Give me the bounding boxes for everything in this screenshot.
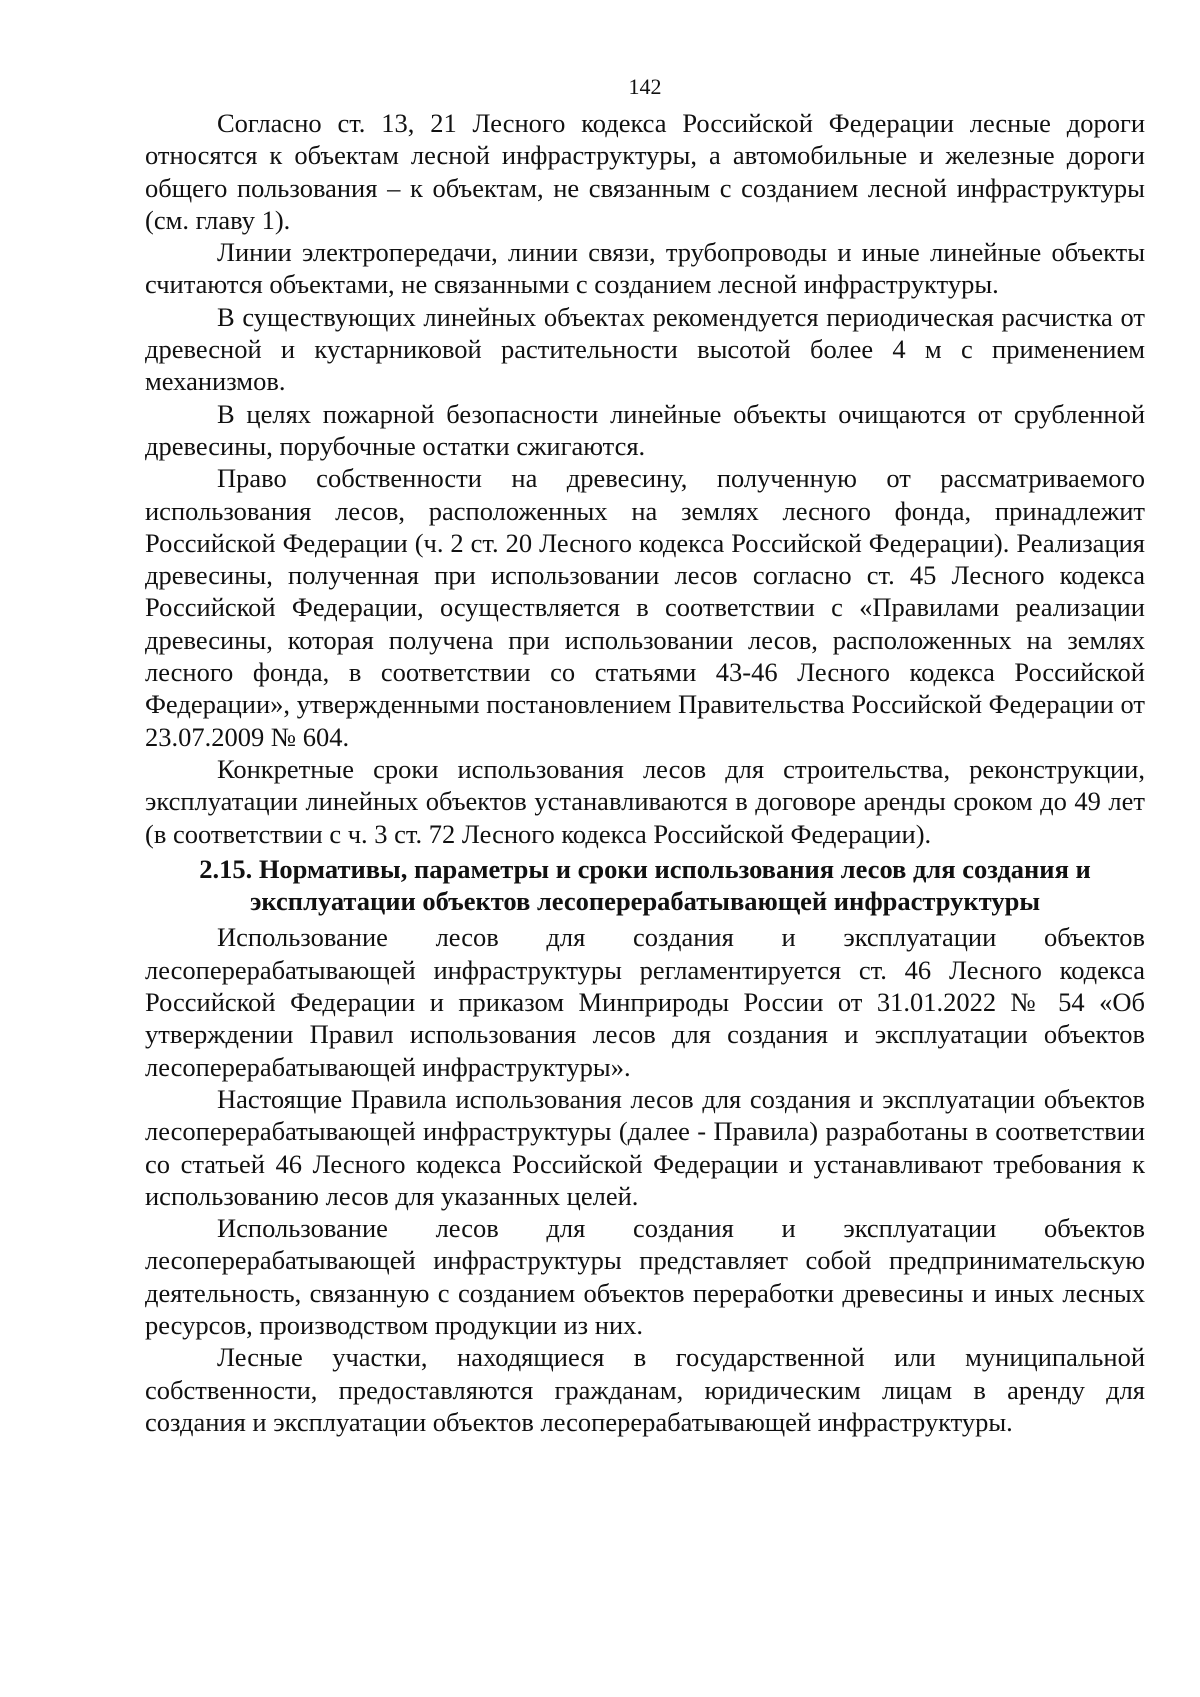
section-heading-line1: 2.15. Нормативы, параметры и сроки использования лесов для создания и	[199, 853, 1091, 884]
paragraph-lease-terms: Конкретные сроки использования лесов для строительства, реконструкции, эксплуатации линейных объектов устанавливаются в договоре аренды сроком до 49 лет (в соответствии с ч. 3 ст. 72 Лесного кодекса Российской Федерации).	[145, 753, 1145, 849]
paragraph-entrepreneurship: Использование лесов для создания и эксплуатации объектов лесоперерабатывающей инфраструктуры представляет собой предпринимательскую деятельность, связанную с созданием объектов переработки древесины и иных лесных ресурсов, производством продукции из них.	[145, 1213, 1145, 1340]
paragraph-forest-roads: Согласно ст. 13, 21 Лесного кодекса Российской Федерации лесные дороги относятся к объектам лесной инфраструктуры, а автомобильные и железные дороги общего пользования – к объектам, не связанным с созданием лесной инфраструктуры (см. главу 1).	[145, 108, 1145, 235]
paragraph-rules: Настоящие Правила использования лесов для создания и эксплуатации объектов лесоперерабатывающей инфраструктуры (далее - Правила) разработаны в соответствии со статьей 46 Лесного кодекса Российской Федерации и устанавливают требования к использованию лесов для указанных целей.	[145, 1083, 1145, 1211]
paragraph-ownership: Право собственности на древесину, полученную от рассматриваемого использования лесов, расположенных на землях лесного фонда, принадлежит Российской Федерации (ч. 2 ст. 20 Лесного кодекса Российской Федерации). Реализация древесины, полученная при использовании лесов согласно ст. 45 Лесного кодекса Российской Федерации, осуществляется в соответствии с «Правилами реализации древесины, которая получена при использовании лесов, расположенных на землях лесного фонда, в соответствии со статьями 43-46 Лесного кодекса Российской Федерации», утвержденными постановлением Правительства Российской Федерации от 23.07.2009 № 604.	[145, 463, 1145, 752]
paragraph-fire-safety: В целях пожарной безопасности линейные объекты очищаются от срубленной древесины, порубочные остатки сжигаются.	[145, 398, 1145, 461]
paragraph-land-plots: Лесные участки, находящиеся в государственной или муниципальной собственности, предоставляются гражданам, юридическим лицам в аренду для создания и эксплуатации объектов лесоперерабатывающей инфраструктуры.	[145, 1342, 1145, 1437]
paragraph-regulation: Использование лесов для создания и эксплуатации объектов лесоперерабатывающей инфраструктуры регламентируется ст. 46 Лесного кодекса Российской Федерации и приказом Минприроды России от 31.01.2022 № 54 «Об утверждении Правил использования лесов для создания и эксплуатации объектов лесоперерабатывающей инфраструктуры».	[145, 922, 1145, 1082]
page-number: 142	[628, 74, 662, 99]
paragraph-power-lines: Линии электропередачи, линии связи, трубопроводы и иные линейные объекты считаются объектами, не связанными с созданием лесной инфраструктуры.	[145, 237, 1145, 300]
paragraph-clearing: В существующих линейных объектах рекомендуется периодическая расчистка от древесной и кустарниковой растительности высотой более 4 м с применением механизмов.	[145, 301, 1145, 397]
document-page	[145, 72, 1145, 1438]
section-heading	[145, 853, 1145, 918]
section-heading-line2: эксплуатации объектов лесоперерабатывающей инфраструктуры	[249, 886, 1041, 917]
